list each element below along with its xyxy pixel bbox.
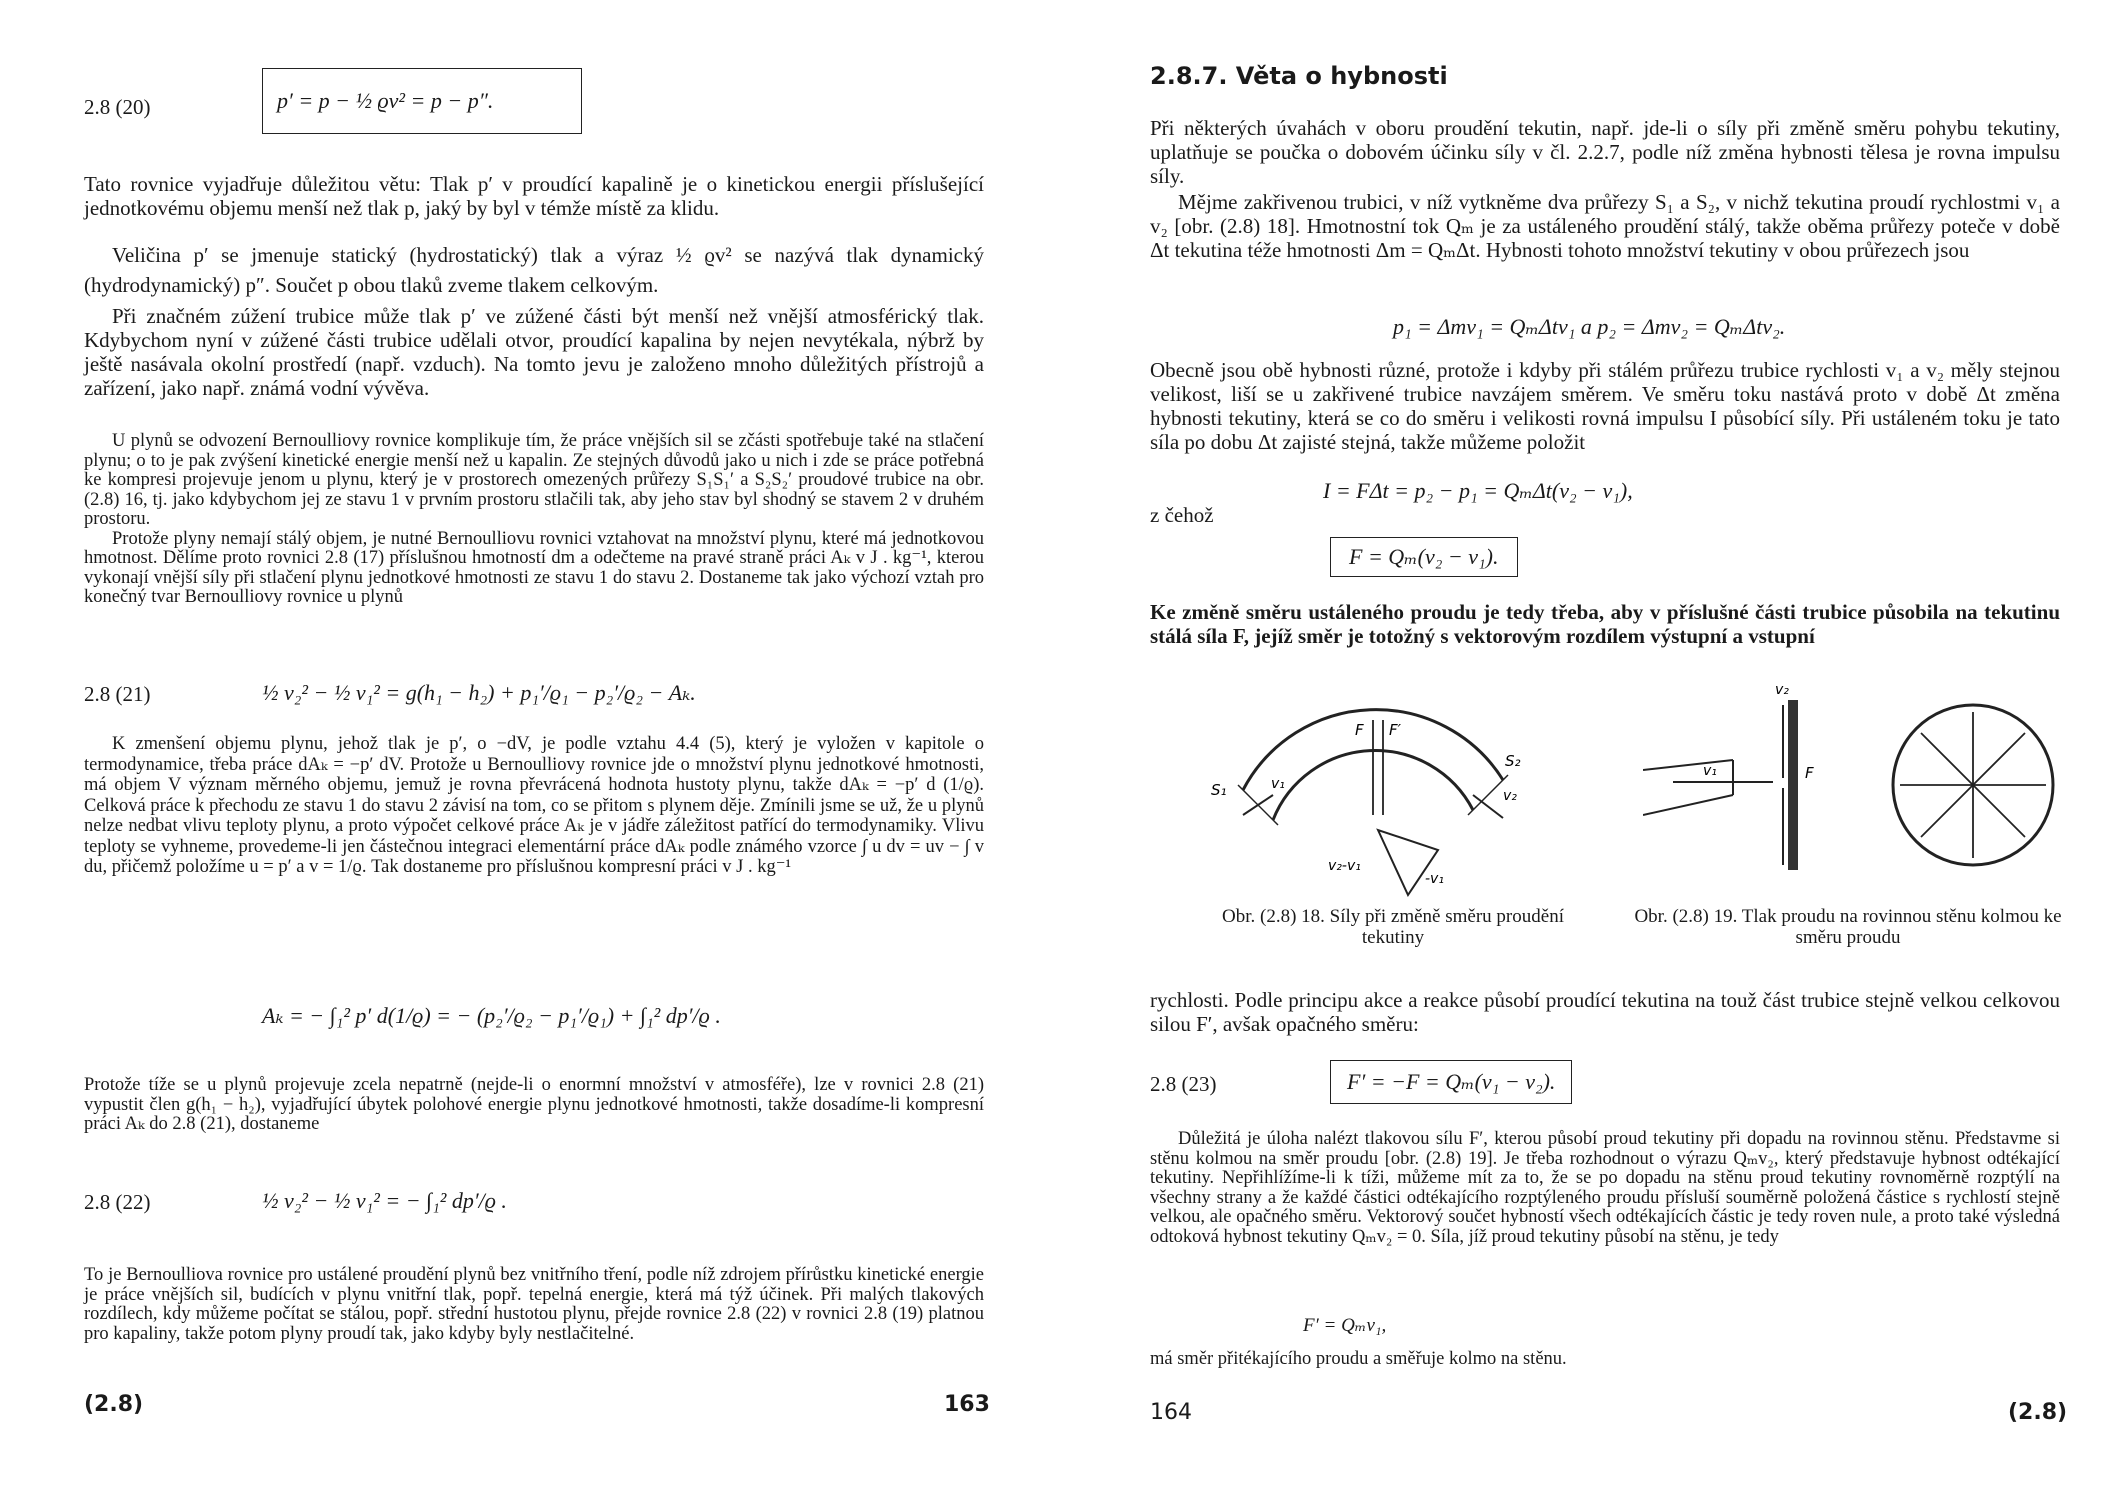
left-small5: To je Bernoulliova rovnice pro ustálené proudění plynů bez vnitřního tření, podle níž zdrojem přírůstku kinetické energie je práce vnějších sil, budících v plynu vnitřní tlak, popř. tepelná energie, která má týž účinek. Při malých tlakových rozdílech, kdy můžeme počítat se stálou, popř. střední hustotou plynu, přejde rovnice 2.8 (22) v rovnici 2.8 (19) platnou pro kapaliny, takže potom plyny proudí tak, jako kdyby byly nestlačitelné. (84, 1265, 984, 1344)
left-small2: Protože plyny nemají stálý objem, je nutné Bernoulliovu rovnici vztahovat na množství plynu, které má jednotkovou hmotnost. Dělíme proto rovnici 2.8 (17) příslušnou hmotností dm a odečteme na pravé straně práci Aₖ v J . kg⁻¹, kterou vykonají vnější síly při stlačení plynu jednotkové hmotnosti ze stavu 1 do stavu 2. Dostaneme tak jako výchozí vztah pro konečný tvar Bernoulliovy rovnice u plynů (84, 528, 984, 607)
wall (1788, 700, 1798, 870)
eq21-label: 2.8 (21) (84, 682, 151, 706)
fig18-label-v2v1: v₂-v₁ (1328, 858, 1361, 874)
right-para1: Při některých úvahách v oboru proudění tekutin, např. jde-li o síly při změně směru pohybu tekutiny, uplatňuje se poučka o dobovém účinku síly v čl. 2.2.7, podle níž změna hybnosti tělesa je rovna impulsu síly. (1150, 116, 2060, 188)
eq22-formula: ½ v₂² − ½ v₁² = − ∫₁² dp′/ϱ . (262, 1188, 507, 1213)
left-small5-wrap (84, 1266, 984, 1344)
fig18-label-v1: v₁ (1271, 776, 1285, 792)
fig19-label-f: F (1805, 764, 1814, 782)
right-para2-wrap (1150, 190, 2060, 262)
eq20-label: 2.8 (20) (84, 95, 151, 119)
right-bold-para: Ke změně směru ustáleného proudu je tedy třeba, aby v příslušné části trubice působila na tekutinu stálá síla F, jejíž směr je totožný s vektorovým rozdílem výstupní a vstupní (1150, 600, 2060, 648)
left-small4: Protože tíže se u plynů projevuje zcela nepatrně (nejde-li o enormní množství v atmosféře), lze v rovnici 2.8 (21) vypustit člen g(h₁ − h₂), vyjadřující úbytek polohové energie plynu jednotkové hmotnosti, takže dosadíme-li kompresní práci Aₖ do 2.8 (21), dostaneme (84, 1075, 984, 1134)
left-small1: U plynů se odvození Bernoulliovy rovnice komplikuje tím, že práce vnějších sil se zčásti spotřebuje také na stlačení plynu; o to je pak zvýšení kinetické energie menší než u kapalin. Ze stejných důvodů jako u nich i zde se práce potřebná ke kompresi projevuje jenom u plynu, který je v prostorech omezených průřezy S₁S₁′ a S₂S₂′ proudové trubice na obr. (2.8) 16, tj. jako kdybychom jej ze stavu 1 v prvním prostoru stlačili tak, aby jeho stav byl shodný se stavem 2 v druhém prostoru. (84, 431, 984, 529)
left-small1-wrap (84, 432, 984, 608)
left-para1-wrap (84, 172, 984, 220)
left-para2-wrap (84, 240, 984, 300)
right-page (1063, 0, 2126, 1500)
right-para4: rychlosti. Podle principu akce a reakce působí proudící tekutina na touž část trubice stejně velkou celkovou silou F′, avšak opačného směru: (1150, 988, 2060, 1036)
right-footer-page: 164 (1150, 1400, 1192, 1425)
fig19-caption: Obr. (2.8) 19. Tlak proudu na rovinnou stěnu kolmou ke směru proudu (1634, 906, 2062, 948)
figure-19 (1643, 680, 2073, 890)
right-para3-wrap (1150, 358, 2060, 454)
eq20-formula: p′ = p − ½ ϱv² = p − p″. (277, 88, 494, 113)
right-small1: Důležitá je úloha nalézt tlakovou sílu F′, kterou působí proud tekutiny při dopadu na rovinnou stěnu. Představme si stěnu kolmou na směr proudu [obr. (2.8) 19]. Je třeba rozhodnout o výrazu Qₘv₂, který představuje hybnost odtékající tekutiny. Nepřihlížíme-li k tíži, můžeme mít za to, že se po dopadu na stěnu proud tekutiny rovnoměrně rozptýlí na všechny strany a že každé částici odtékajícího rozptýleného proudu přísluší souměrně položená částice s rychlostí stejně velkou, ale opačného směru. Vektorový součet hybností všech odtékajících částic je tedy roven nule, a proto také výsledná odtoková hybnost tekutiny Qₘv₂ = 0. Síla, jíž proud tekutiny působí na stěnu, je tedy (1150, 1129, 2060, 1247)
right-small2-wrap (1150, 1350, 2060, 1370)
fig19-label-v2: v₂ (1775, 682, 1789, 698)
fig19-label-v1: v₁ (1703, 763, 1717, 779)
fig18-label-f: F (1355, 721, 1364, 739)
arrow-v1 (1243, 795, 1273, 815)
right-footer-section: (2.8) (2008, 1400, 2068, 1425)
left-para3: Při značném zúžení trubice může tlak p′ ve zúžené části být menší než vnější atmosférický tlak. Kdybychom nyní v zúžené části trubice udělali otvor, proudící kapalina by nejen nevytékala, nýbrž by ještě nasávala okolní prostředí (např. vzduch). Na tomto jevu je založeno mnoho důležitých přístrojů a zařízení, jako např. známá vodní vývěva. (84, 304, 984, 400)
eq22-label: 2.8 (22) (84, 1190, 151, 1214)
left-small4-wrap (84, 1076, 984, 1135)
eq-ak-formula: Aₖ = − ∫₁² p′ d(1/ϱ) = − (p₂′/ϱ₂ − p₁′/ϱ₁) + ∫₁² dp′/ϱ . (262, 1003, 721, 1028)
right-para1-wrap (1150, 116, 2060, 188)
eq23-label: 2.8 (23) (1150, 1072, 1217, 1096)
right-small1-wrap (1150, 1130, 2060, 1247)
eq-i-formula: I = FΔt = p₂ − p₁ = QₘΔt(v₂ − v₁), (1323, 478, 1633, 503)
right-para3: Obecně jsou obě hybnosti různé, protože i kdyby při stálém průřezu trubice rychlosti v₁ a v₂ měly stejnou velikost, liší se u zakřivené trubice navzájem směrem. Ve směru toku nastává proto v době Δt změna hybnosti tekutiny, která se co do směru i velikosti rovná impulsu I působící síly. Při ustáleném toku je tato síla po dobu Δt zajisté stejná, takže můžeme položit (1150, 358, 2060, 454)
nozzle-top (1643, 760, 1733, 770)
z-ceho-label: z čehož (1150, 503, 1214, 527)
left-para2: Veličina p′ se jmenuje statický (hydrostatický) tlak a výraz ½ ϱv² se nazývá tlak dynamický (hydrodynamický) p″. Součet p obou tlaků zveme tlakem celkovým. (84, 243, 984, 297)
left-small3-wrap (84, 734, 984, 878)
left-para3-wrap (84, 304, 984, 400)
eq-f-formula: F = Qₘ(v₂ − v₁). (1349, 544, 1499, 569)
eq23-formula: F′ = −F = Qₘ(v₁ − v₂). (1347, 1069, 1556, 1094)
eq-fp-formula: F′ = Qₘv₁, (1303, 1315, 1387, 1336)
right-bold-para-wrap (1150, 600, 2060, 648)
fig18-label-v2: v₂ (1503, 788, 1517, 804)
eq21-formula: ½ v₂² − ½ v₁² = g(h₁ − h₂) + p₁′/ϱ₁ − p₂′/ϱ₂ − Aₖ. (262, 680, 696, 705)
eq-p-formula: p₁ = Δmv₁ = QₘΔtv₁ a p₂ = Δmv₂ = QₘΔtv₂. (1393, 314, 1786, 339)
fig18-label-s2: S₂ (1505, 752, 1521, 770)
eq23-box (1330, 1060, 1572, 1104)
right-para4-wrap (1150, 988, 2060, 1036)
right-para2: Mějme zakřivenou trubici, v níž vytkněme dva průřezy S₁ a S₂, v nichž tekutina proudí rychlostmi v₁ a v₂ [obr. (2.8) 18]. Hmotnostní tok Qₘ je za ustáleného proudění stálý, takže oběma průřezy poteče v době Δt tekutina téže hmotnosti Δm = QₘΔt. Hybnosti tohoto množství tekutiny v obou průřezech jsou (1150, 190, 2060, 262)
eq-f-box (1330, 537, 1518, 577)
fig18-label-fp: F′ (1389, 721, 1402, 739)
radial-arrows (1900, 712, 2046, 858)
fig18-label-mv1: -v₁ (1425, 871, 1444, 887)
left-para1: Tato rovnice vyjadřuje důležitou větu: Tlak p′ v proudící kapalině je o kinetickou energii příslušející jednotkovému objemu menší než tlak p, jaký by byl v témže místě za klidu. (84, 172, 984, 220)
right-small2: má směr přitékajícího proudu a směřuje kolmo na stěnu. (1150, 1349, 1567, 1369)
section-heading: 2.8.7. Věta o hybnosti (1150, 62, 1448, 90)
nozzle-bottom (1643, 795, 1733, 815)
eq20-box (262, 68, 582, 134)
fig18-caption: Obr. (2.8) 18. Síly při změně směru proudění tekutiny (1222, 906, 1564, 948)
left-small3: K zmenšení objemu plynu, jehož tlak je p′, o −dV, je podle vztahu 4.4 (5), který je vyložen v kapitole o termodynamice, třeba práce dAₖ = −p′ dV. Protože u Bernoulliovy rovnice jde o množství plynu jednotkové hmotnosti, má objem V význam měrného objemu, jemuž je rovna převrácená hodnota hustoty plynu, takže dAₖ = −p′ d (1/ϱ). Celková práce k přechodu ze stavu 1 do stavu 2 závisí na tom, co se přitom s plynem děje. Zmínili jsme se už, že u plynů nelze nedbat vlivu teploty plynu, a proto výpočet celkové práce Aₖ je v jádře záležitost patřící do termodynamiky. Vlivu teploty se vyhneme, provedeme-li jen částečnou integraci elementární práce dAₖ podle známého vzorce ∫ u dv = uv − ∫ v du, přičemž položíme u = p′ a v = 1/ϱ. Tak dostaneme pro příslušnou kompresní práci v J . kg⁻¹ (84, 734, 984, 877)
fig18-label-s1: S₁ (1211, 781, 1227, 799)
left-footer-page: 163 (944, 1392, 990, 1417)
figure-18 (1203, 700, 1583, 900)
left-footer-section: (2.8) (84, 1392, 144, 1417)
